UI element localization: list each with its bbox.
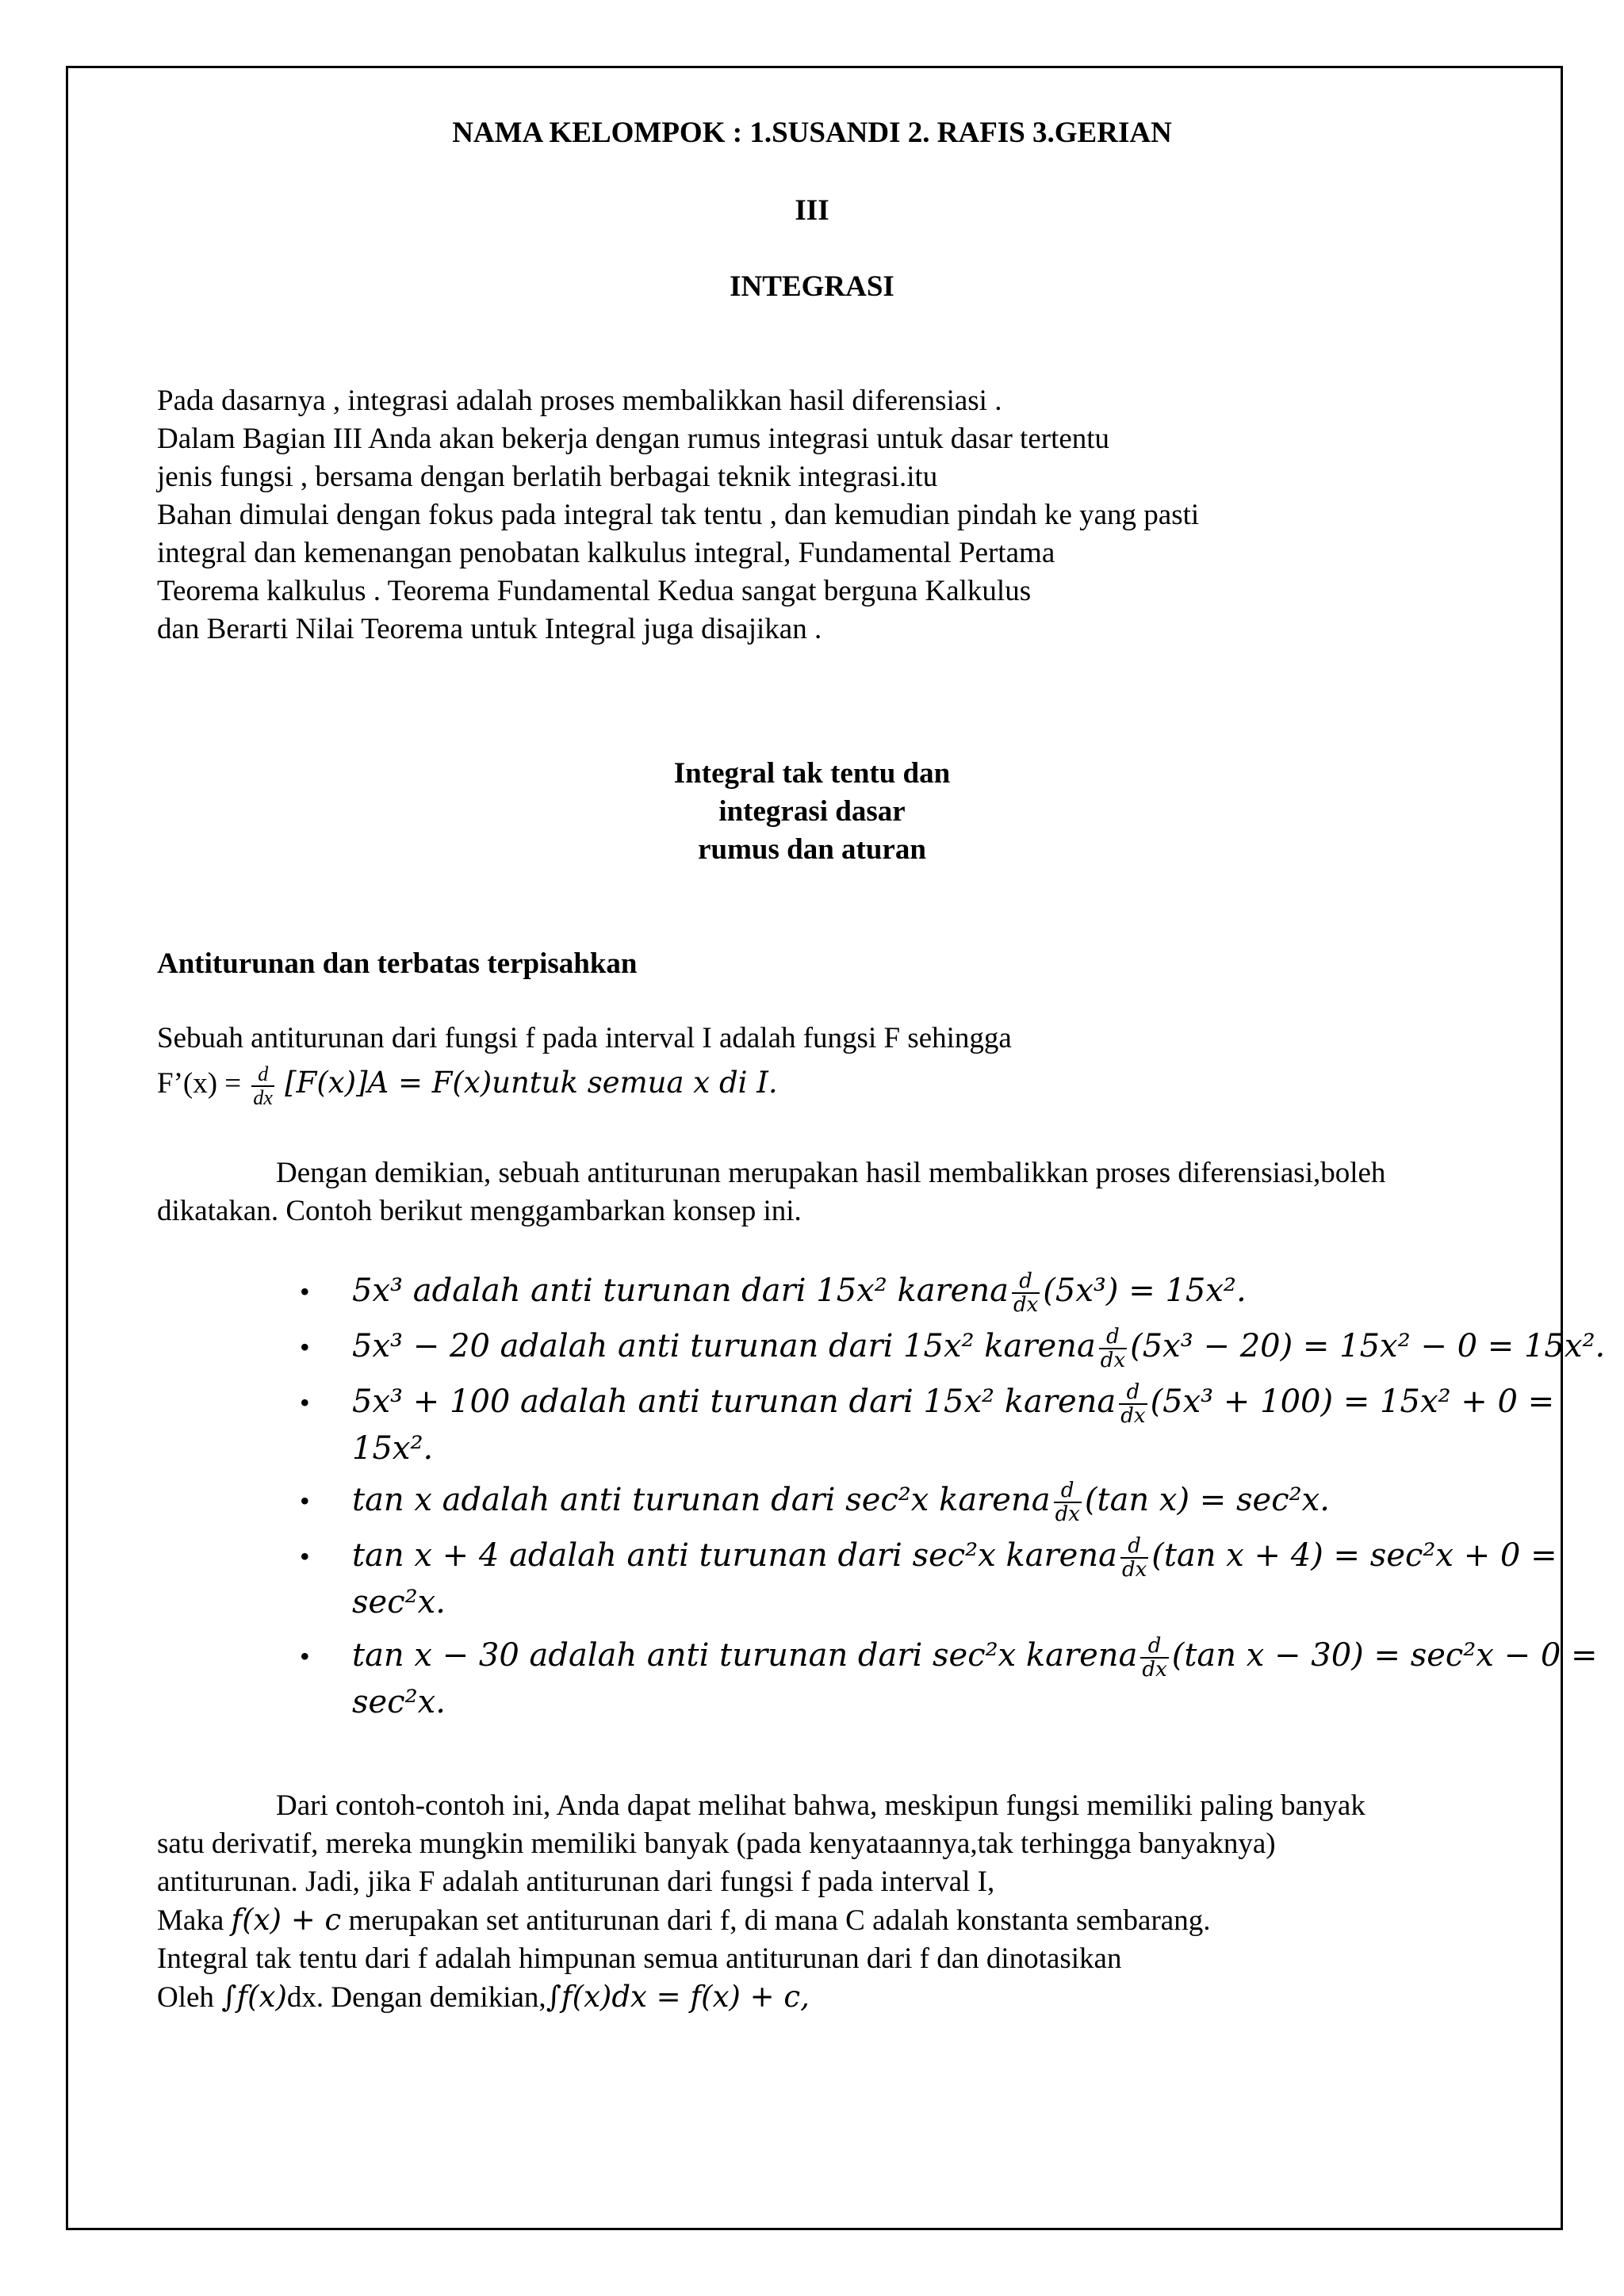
bullet-marker: • xyxy=(300,1387,310,1418)
intro-line: integral dan kemenangan penobatan kalkulus integral, Fundamental Pertama xyxy=(157,537,1055,569)
definition-formula xyxy=(157,1059,778,1109)
para2-line2: dikatakan. Contoh berikut menggambarkan konsep ini. xyxy=(157,1195,802,1227)
derivative-fraction: $\frac{d}{dx}$ xyxy=(1120,1380,1146,1428)
example-result: (tan x) = sec²x. xyxy=(1084,1482,1330,1518)
definition-line: Sebuah antiturunan dari fungsi f pada interval I adalah fungsi F sehingga xyxy=(157,1022,1012,1054)
example-statement: tan x + 4 adalah anti turunan dari sec²x karena xyxy=(352,1537,1117,1574)
example-item xyxy=(352,1479,1330,1525)
para2-line1: Dengan demikian, sebuah antiturunan merupakan hasil membalikkan proses diferensiasi,boleh xyxy=(276,1157,1386,1189)
intro-line: Bahan dimulai dengan fokus pada integral tak tentu , dan kemudian pindah ke yang pasti xyxy=(157,499,1200,531)
derivative-fraction: $\frac{d}{dx}$ xyxy=(1142,1634,1167,1682)
intro-paragraph xyxy=(157,382,1199,649)
example-continuation: sec²x. xyxy=(352,1584,446,1621)
bullet-marker: • xyxy=(300,1540,310,1572)
derivative-fraction: $\frac{d}{dx}$ xyxy=(1055,1479,1080,1526)
example-result: (5x³ + 100) = 15x² + 0 = xyxy=(1150,1383,1555,1420)
example-statement: tan x − 30 adalah anti turunan dari sec²x karena xyxy=(352,1637,1138,1674)
section-title-line: integrasi dasar xyxy=(718,795,906,828)
bullet-marker: • xyxy=(300,1640,310,1672)
paragraph-2 xyxy=(157,1154,1510,1230)
definition-expression: [F(x)]A = F(x)untuk semua x di I. xyxy=(285,1066,778,1100)
example-statement: tan x adalah anti turunan dari sec²x karena xyxy=(352,1482,1051,1518)
bullet-marker: • xyxy=(300,1331,310,1363)
chapter-title: INTEGRASI xyxy=(730,270,894,303)
example-item xyxy=(352,1381,1554,1427)
example-statement: 5x³ + 100 adalah anti turunan dari 15x² karena xyxy=(352,1383,1116,1420)
example-statement: 5x³ − 20 adalah anti turunan dari 15x² karena xyxy=(352,1328,1096,1364)
section-title xyxy=(0,755,1624,869)
paragraph-3 xyxy=(157,1787,1510,2017)
chapter-number: III xyxy=(795,194,829,227)
example-item xyxy=(352,1270,1247,1316)
group-heading: NAMA KELOMPOK : 1.SUSANDI 2. RAFIS 3.GERIAN xyxy=(452,117,1172,149)
para3-line: satu derivatif, mereka mungkin memiliki banyak (pada kenyataannya,tak terhingga banyaknya) xyxy=(157,1827,1276,1860)
integral-notation: ∫f(x) xyxy=(221,1980,287,2014)
antiderivative-math: f(x) + c xyxy=(231,1903,342,1937)
intro-line: dan Berarti Nilai Teorema untuk Integral juga disajikan . xyxy=(157,613,822,645)
derivative-fraction: $\frac{d}{dx}$ xyxy=(253,1062,273,1109)
para3-line: antiturunan. Jadi, jika F adalah antiturunan dari fungsi f pada interval I, xyxy=(157,1866,995,1898)
para3-integral-line: Integral tak tentu dari f adalah himpunan semua antiturunan dari f dan dinotasikan xyxy=(157,1942,1122,1975)
bullet-marker: • xyxy=(300,1485,310,1517)
derivative-fraction: $\frac{d}{dx}$ xyxy=(1121,1534,1147,1582)
integral-equation: ∫f(x)dx = f(x) + c, xyxy=(546,1980,810,2014)
section-title-line: rumus dan aturan xyxy=(698,833,926,866)
example-continuation: 15x². xyxy=(352,1430,434,1467)
derivative-fraction: $\frac{d}{dx}$ xyxy=(1013,1269,1039,1317)
derivative-fraction: $\frac{d}{dx}$ xyxy=(1100,1325,1126,1372)
para3-line: Dari contoh-contoh ini, Anda dapat melihat bahwa, meskipun fungsi memiliki paling banyak xyxy=(276,1789,1365,1822)
example-result: (5x³) = 15x². xyxy=(1043,1272,1247,1309)
intro-line: Pada dasarnya , integrasi adalah proses membalikkan hasil diferensiasi . xyxy=(157,385,1002,417)
subsection-title: Antiturunan dan terbatas terpisahkan xyxy=(157,947,638,980)
example-item xyxy=(352,1635,1598,1681)
example-item xyxy=(352,1326,1605,1372)
example-item xyxy=(352,1535,1557,1581)
example-result: (tan x − 30) = sec²x − 0 = xyxy=(1171,1637,1598,1674)
intro-line: jenis fungsi , bersama dengan berlatih berbagai teknik integrasi.itu xyxy=(157,461,938,493)
definition-lhs: F’(x) = xyxy=(157,1067,242,1100)
bullet-marker: • xyxy=(300,1276,310,1307)
example-continuation: sec²x. xyxy=(352,1684,446,1720)
intro-line: Dalam Bagian III Anda akan bekerja dengan rumus integrasi untuk dasar tertentu xyxy=(157,423,1110,455)
example-result: (5x³ − 20) = 15x² − 0 = 15x². xyxy=(1130,1328,1606,1364)
example-statement: 5x³ adalah anti turunan dari 15x² karena xyxy=(352,1272,1009,1309)
para3-oleh-line: Oleh ∫f(x)dx. Dengan demikian,∫f(x)dx = f(x) + c, xyxy=(157,1980,810,2014)
para3-maka-line: Maka f(x) + c merupakan set antiturunan dari f, di mana C adalah konstanta sembarang. xyxy=(157,1903,1211,1937)
example-result: (tan x + 4) = sec²x + 0 = xyxy=(1151,1537,1557,1574)
intro-line: Teorema kalkulus . Teorema Fundamental Kedua sangat berguna Kalkulus xyxy=(157,575,1032,607)
section-title-line: Integral tak tentu dan xyxy=(673,757,951,790)
